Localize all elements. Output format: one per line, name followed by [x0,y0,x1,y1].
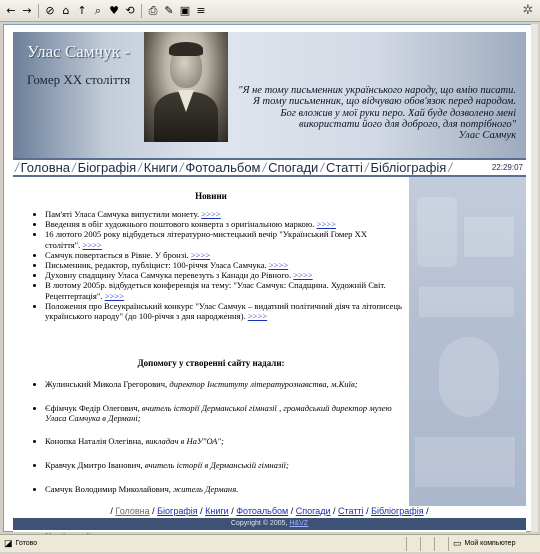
news-heading: Новини [195,191,227,201]
loading-throbber-icon: ✲ [522,3,534,18]
history-icon[interactable]: ⟲ [125,4,135,17]
fullscreen-icon[interactable]: ▣ [179,4,191,17]
news-more-link[interactable]: >>>> [201,209,221,219]
security-zone [448,537,540,551]
favorites-icon[interactable]: ♥ [109,4,119,17]
top-navigation: / Головна / Біографія / Книги / Фотоальбом / Спогади / Статті / Бібліографія / 22:29:07 [13,158,526,177]
news-item: • Пам'яті Уласа Самчука випустили монету. >>>> [45,209,403,219]
news-item: • 16 лютого 2005 року відбудеться літературно-мистецький вечір "Український Гомер ХХ століття". >>>> [45,229,403,249]
nav-item-7[interactable]: Бібліографія [370,160,447,175]
back-icon[interactable]: ← [6,4,16,17]
options-icon[interactable]: ≡ [196,4,206,17]
footer-nav-item-5[interactable]: Спогади [295,506,331,516]
footer-nav-item-6[interactable]: Статті [337,506,364,516]
news-item: • Введення в обіг художнього поштового конверта з оригінальною маркою. >>>> [45,219,403,229]
zone-label: Мой компьютер [464,540,516,547]
news-item: • Самчук повертається в Рівне. У бронзі. >>>> [45,250,403,260]
copyright-text: Copyright © 2005, [230,520,288,527]
up-icon[interactable]: ↑ [77,4,87,17]
decorative-sidebar [409,177,526,528]
clock: 22:29:07 [491,163,523,172]
news-item: • Письменник, редактор, публіцист: 100-річчя Уласа Самчука. >>>> [45,260,403,270]
copyright-link[interactable]: H&VZ [289,520,309,527]
web-page [13,32,526,532]
status-bar [0,534,540,552]
stop-icon[interactable]: ⊘ [45,4,55,17]
credits-heading: Допомогу у створенні сайту надали: [137,358,285,368]
browser-toolbar [0,0,540,22]
footer-nav-item-3[interactable]: Книги [205,506,229,516]
edit-icon[interactable]: ✎ [164,4,174,17]
news-more-link[interactable]: >>>> [268,260,289,271]
news-more-link[interactable]: >>>> [82,239,102,250]
search-icon[interactable]: ⌕ [94,4,102,17]
news-item: • Положення про Всеукраїнський конкурс "Улас Самчук – видатний політичний діяч та літописець українського народу" (до 100-річчя з дня народження). >>>> [45,301,403,321]
footer-nav-item-1[interactable]: Головна [115,506,150,516]
nav-item-5[interactable]: Спогади [268,160,319,175]
site-title: Улас Самчук - [27,42,130,61]
print-icon[interactable]: ⎙ [148,4,158,17]
credit-item: • Самчук Володимир Миколайович, житель Дерманя. [45,484,405,494]
nav-item-3[interactable]: Книги [143,160,178,175]
nav-item-2[interactable]: Біографія [77,160,137,175]
computer-icon: ▭ [453,538,462,548]
news-more-link[interactable]: >>>> [104,290,125,301]
news-item: • В лютому 2005р. відбудеться конференція на тему: "Улас Самчук: Спадщина. Художній Світ. Рецептертація". >>>> [45,280,403,300]
news-item: • Духовну спадщину Уласа Самчука перевезуть з Канади до Рівного. >>>> [45,270,403,280]
news-more-link[interactable]: >>>> [247,311,268,322]
news-list [33,209,403,321]
forward-icon[interactable]: → [22,4,32,17]
credit-item: • Жулинський Микола Грегорович, директор Інституту літературознавства, м.Київ; [45,379,405,389]
footer-nav-item-2[interactable]: Біографія [157,506,198,516]
quote-line: Я тому письменник, що відчуваю обов'язок перед народом. [253,96,516,108]
credit-item: • Конопка Наталія Олегівна, викладач в НаУ"ОА"; [45,436,405,446]
footer-nav-item-4[interactable]: Фотоальбом [236,506,289,516]
quote-line: використати його для доброго, для потрібного" [299,118,516,130]
copyright-bar [13,518,526,530]
quote-line: Бог вложив у мої руки перо. Хай буде дозволено мені [280,107,516,119]
author-quote [226,85,516,141]
page-done-icon: ◪ [4,538,13,548]
footer-nav-item-7[interactable]: Бібліографія [371,506,424,516]
news-more-link[interactable]: >>>> [316,219,336,230]
nav-item-1[interactable]: Головна [20,160,71,175]
home-icon[interactable]: ⌂ [62,4,70,17]
footer-navigation: / Головна / Біографія / Книги / Фотоальбом / Спогади / Статті / Бібліографія / [13,506,526,518]
site-subtitle: Гомер ХХ століття [27,72,131,87]
quote-author: Улас Самчук [458,130,516,142]
status-text: Готово [15,540,38,547]
quote-line: "Я не тому письменник українського народу, що вмію писати. [238,85,516,96]
author-portrait [144,32,228,142]
credit-item: • Кравчук Дмитро Іванович, вчитель історії в Дерманській гімназії; [45,460,405,470]
news-more-link[interactable]: >>>> [293,270,313,281]
news-more-link[interactable]: >>>> [190,249,211,260]
vertical-scrollbar[interactable] [531,24,538,532]
site-header [13,32,526,158]
nav-item-4[interactable]: Фотоальбом [185,160,261,175]
nav-item-6[interactable]: Статті [325,160,363,175]
browser-viewport [3,24,534,532]
credit-item: • Єфімчук Федір Олегович, вчитель історії Дерманської гімназії , громадський директор музею Уласа Самчука в Дермані; [45,403,405,423]
main-content [13,177,409,528]
